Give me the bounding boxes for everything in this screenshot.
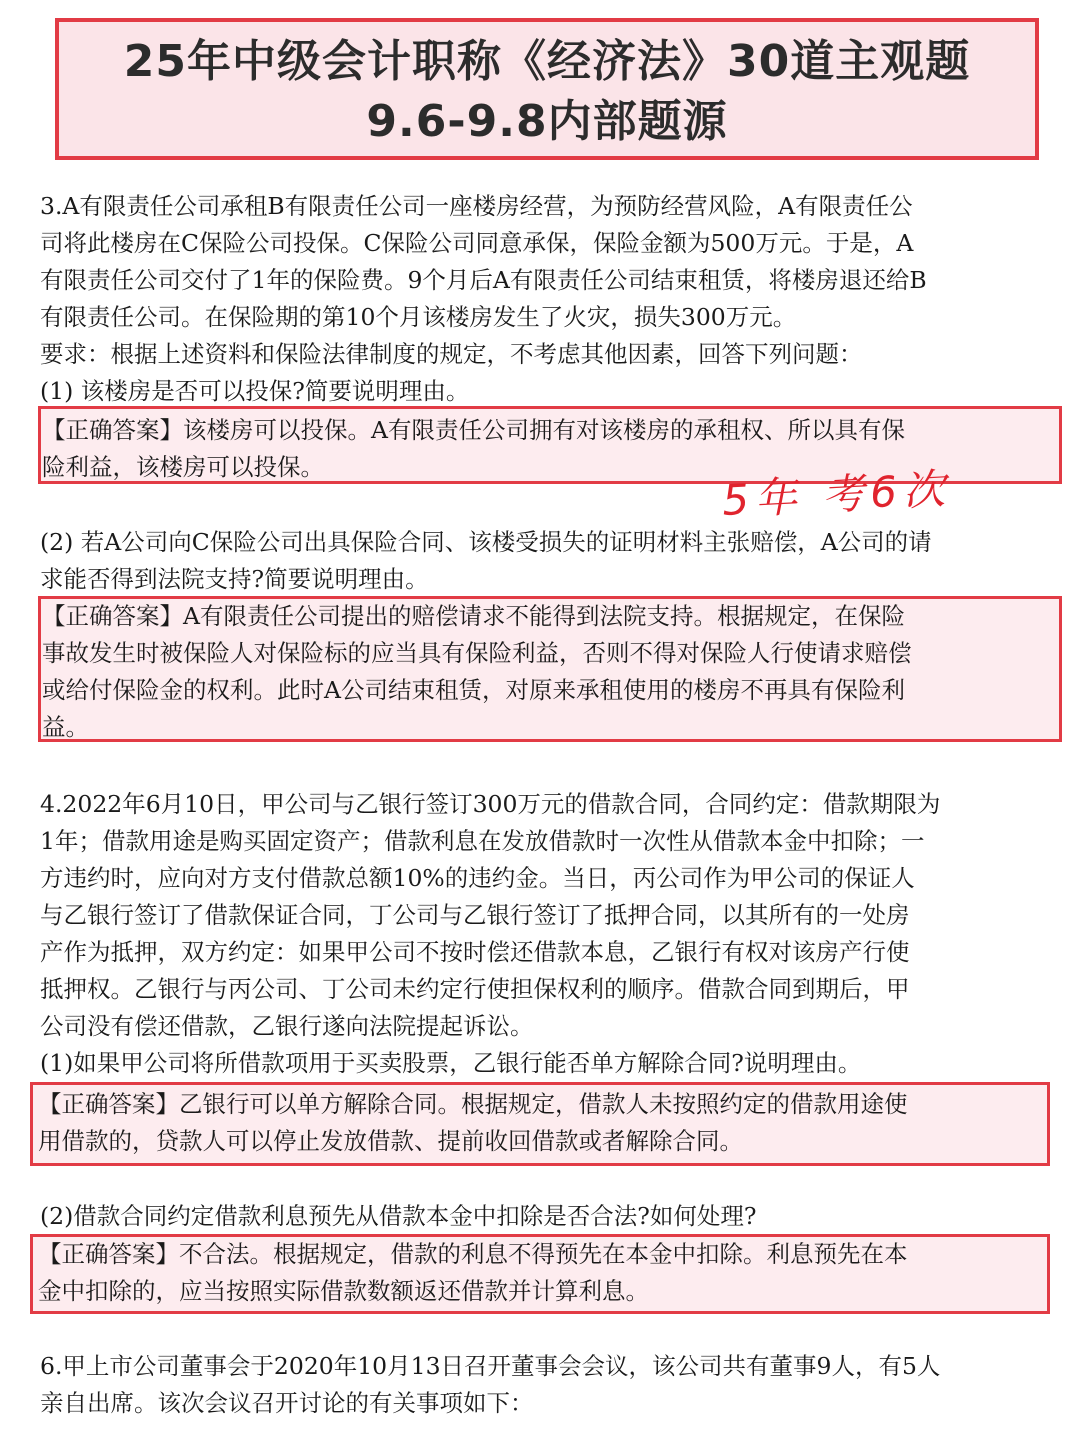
answer-line: 险利益，该楼房可以投保。: [42, 453, 324, 481]
q4-sub2: [40, 1198, 1045, 1235]
q4-line: 产作为抵押，双方约定：如果甲公司不按时偿还借款本息，乙银行有权对该房产行使: [40, 938, 910, 966]
q4-sub2-line: (2)借款合同约定借款利息预先从借款本金中扣除是否合法?如何处理?: [40, 1202, 757, 1230]
q4-answer2: [38, 1236, 1046, 1310]
title-line-1: 25年中级会计职称《经济法》30道主观题: [123, 36, 971, 87]
q4-line: 4.2022年6月10日，甲公司与乙银行签订300万元的借款合同，合同约定：借款期限为: [40, 790, 941, 818]
title-box: [55, 18, 1039, 160]
q3-line: 有限责任公司交付了1年的保险费。9个月后A有限责任公司结束租赁，将楼房退还给B: [40, 266, 927, 294]
q3-answer2: [42, 598, 1058, 746]
q4-line: 抵押权。乙银行与丙公司、丁公司未约定行使担保权利的顺序。借款合同到期后，甲: [40, 975, 910, 1003]
handwritten-note: 5年 考6次: [721, 464, 953, 525]
q3-line: (1) 该楼房是否可以投保?简要说明理由。: [40, 377, 470, 405]
answer-line: 或给付保险金的权利。此时A公司结束租赁，对原来承租使用的楼房不再具有保险利: [42, 676, 905, 704]
q3-sub2-line: (2) 若A公司向C保险公司出具保险合同、该楼受损失的证明材料主张赔偿，A公司的请: [40, 528, 932, 556]
q6-line: 亲自出席。该次会议召开讨论的有关事项如下：: [40, 1389, 534, 1417]
q4-line: (1)如果甲公司将所借款项用于买卖股票，乙银行能否单方解除合同?说明理由。: [40, 1049, 862, 1077]
q3-text: [40, 188, 1045, 410]
q3-line: 有限责任公司。在保险期的第10个月该楼房发生了火灾，损失300万元。: [40, 303, 797, 331]
q6-line: 6.甲上市公司董事会于2020年10月13日召开董事会会议，该公司共有董事9人，有5人: [40, 1352, 941, 1380]
q4-answer1: [38, 1086, 1046, 1160]
q6-text: [40, 1348, 1045, 1422]
q4-line: 公司没有偿还借款，乙银行遂向法院提起诉讼。: [40, 1012, 534, 1040]
q3-sub2-line: 求能否得到法院支持?简要说明理由。: [40, 565, 429, 593]
title-line-2: 9.6-9.8内部题源: [366, 96, 728, 147]
q4-text: [40, 786, 1045, 1082]
answer-line: 【正确答案】A有限责任公司提出的赔偿请求不能得到法院支持。根据规定，在保险: [42, 602, 905, 630]
answer-line: 事故发生时被保险人对保险标的应当具有保险利益，否则不得对保险人行使请求赔偿: [42, 639, 912, 667]
answer-line: 用借款的，贷款人可以停止发放借款、提前收回借款或者解除合同。: [38, 1127, 743, 1155]
q4-line: 方违约时，应向对方支付借款总额10%的违约金。当日，丙公司作为甲公司的保证人: [40, 864, 915, 892]
answer-line: 益。: [42, 713, 89, 741]
q4-line: 1年；借款用途是购买固定资产；借款利息在发放借款时一次性从借款本金中扣除；一: [40, 827, 925, 855]
answer-line: 【正确答案】不合法。根据规定，借款的利息不得预先在本金中扣除。利息预先在本: [38, 1240, 908, 1268]
q3-line: 3.A有限责任公司承租B有限责任公司一座楼房经营，为预防经营风险，A有限责任公: [40, 192, 913, 220]
answer-line: 【正确答案】该楼房可以投保。A有限责任公司拥有对该楼房的承租权、所以具有保: [42, 416, 905, 444]
answer-line: 【正确答案】乙银行可以单方解除合同。根据规定，借款人未按照约定的借款用途使: [38, 1090, 908, 1118]
q3-line: 要求：根据上述资料和保险法律制度的规定，不考虑其他因素，回答下列问题：: [40, 340, 863, 368]
answer-line: 金中扣除的，应当按照实际借款数额返还借款并计算利息。: [38, 1277, 649, 1305]
q3-line: 司将此楼房在C保险公司投保。C保险公司同意承保，保险金额为500万元。于是，A: [40, 229, 914, 257]
q4-line: 与乙银行签订了借款保证合同，丁公司与乙银行签订了抵押合同，以其所有的一处房: [40, 901, 910, 929]
q3-sub2: [40, 524, 1045, 598]
